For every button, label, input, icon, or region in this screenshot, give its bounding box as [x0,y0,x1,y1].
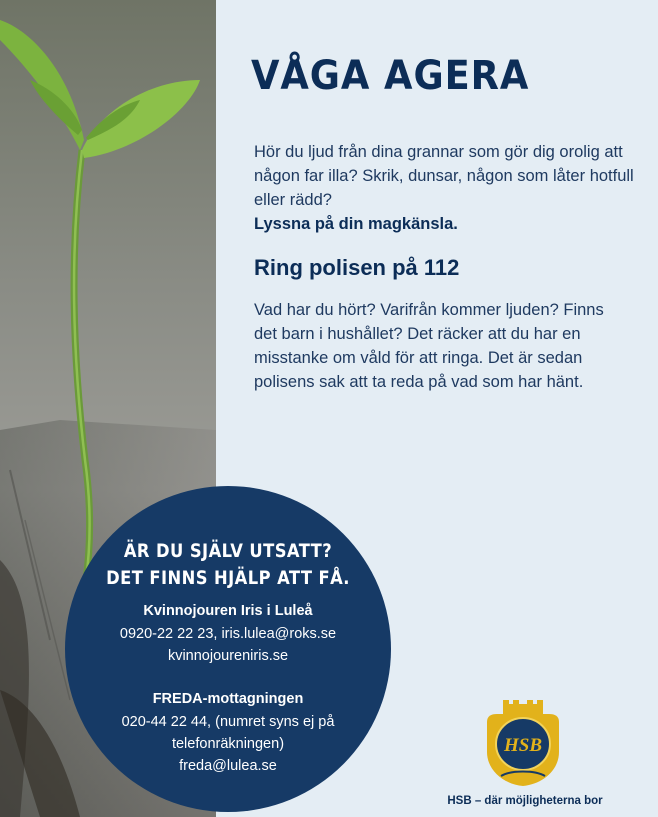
org-note-freda: telefonräkningen) [171,736,285,752]
help-heading [88,538,368,592]
org-name-iris: Kvinnojouren Iris i Luleå [143,603,313,619]
page-title: VÅGA AGERA [251,53,530,99]
hsb-logo [481,700,565,786]
help-circle [65,486,391,812]
org-phone-freda[interactable]: 020-44 22 44, (numret syns ej på [121,714,335,730]
call-police-heading: Ring polisen på 112 [254,255,460,280]
org-email-freda[interactable]: freda@lulea.se [179,758,277,774]
help-heading-line2: DET FINNS HJÄLP ATT FÅ. [106,567,350,589]
hsb-tagline: HSB – där möjligheterna bor [447,795,603,807]
logo-letters: HSB [503,735,543,756]
org-contact-iris[interactable]: 0920-22 22 23, iris.lulea@roks.se [119,626,337,642]
intro-text: Hör du ljud från dina grannar som gör dig orolig att någon far illa? Skrik, dunsar, någon som låter hotfull eller rädd? [254,143,634,209]
intro-paragraph [254,140,634,236]
body-paragraph: Vad har du hört? Varifrån kommer ljuden? Finns det barn i hushållet? Det räcker att du har en misstanke om våld för att ringa. Det är sedan polisens sak att ta reda på vad som har hänt. [254,301,604,391]
org-website-iris[interactable]: kvinnojoureniris.se [167,648,289,664]
org-name-freda: FREDA-mottagningen [152,691,304,707]
intro-emphasis: Lyssna på din magkänsla. [254,215,458,233]
help-heading-line1: ÄR DU SJÄLV UTSATT? [123,540,333,562]
